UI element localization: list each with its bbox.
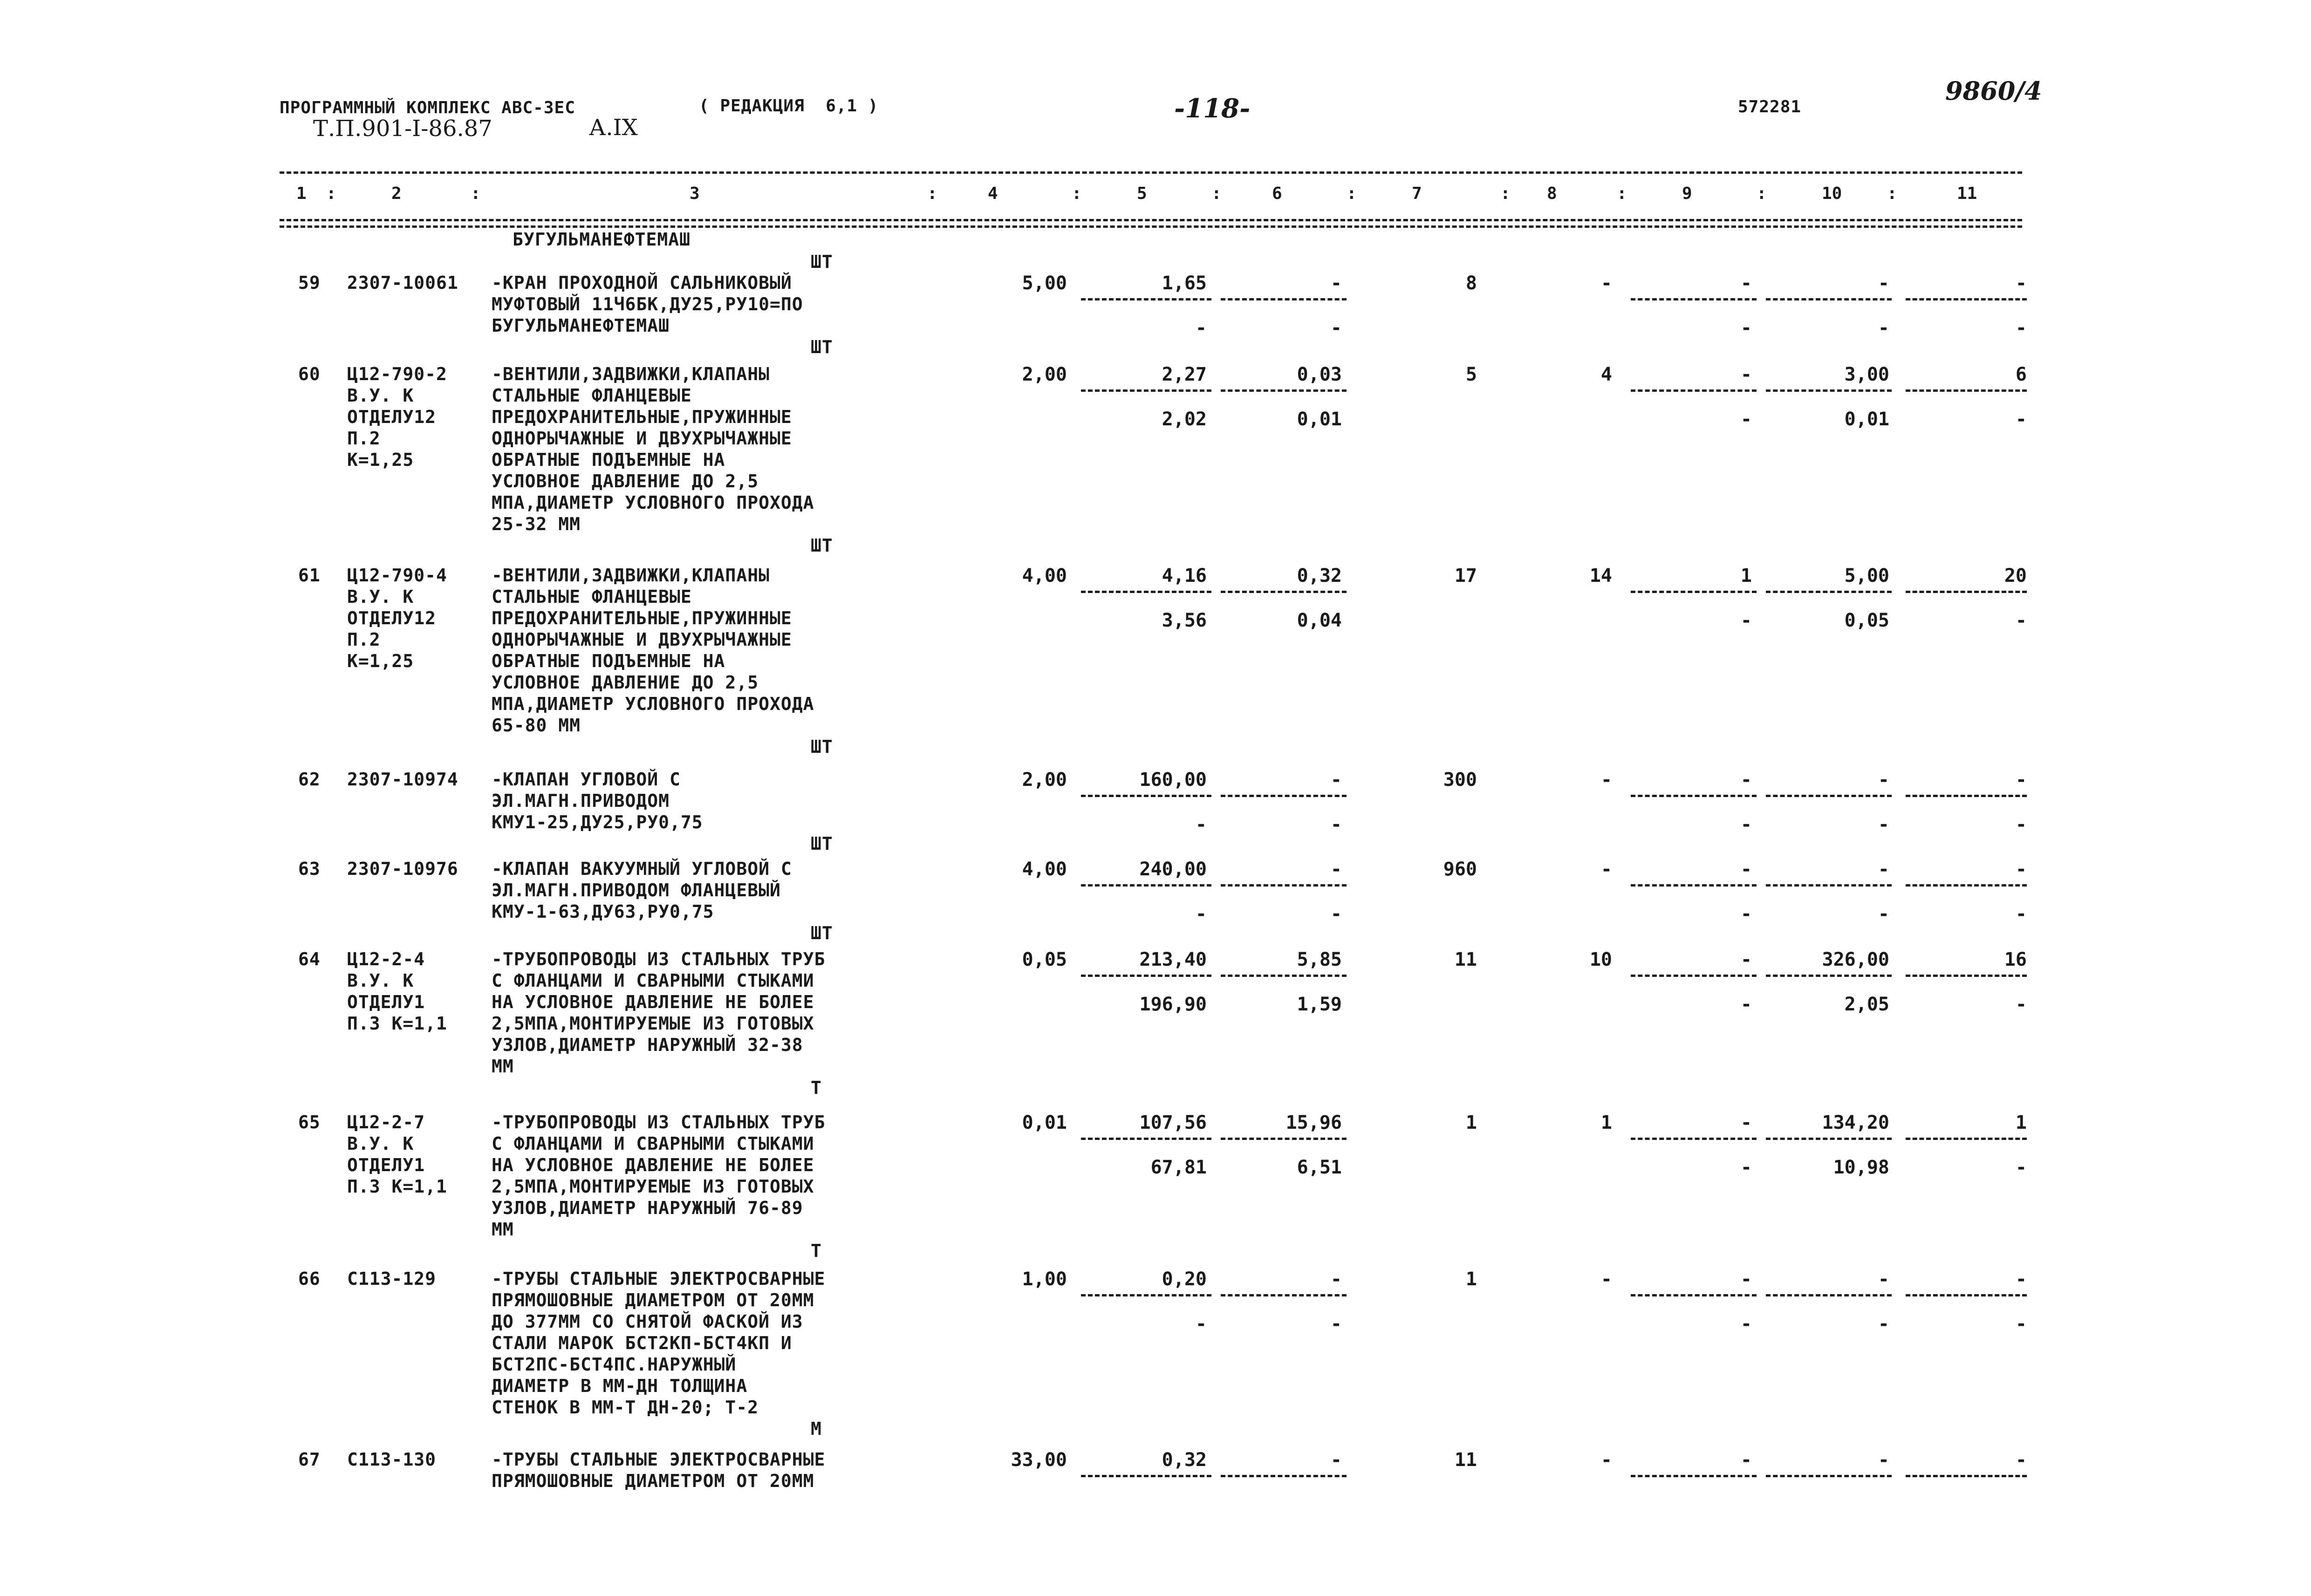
value-c11b-lower: - — [2015, 994, 2027, 1015]
value-c10: - — [1878, 769, 1889, 791]
album-number: А.IX — [589, 115, 638, 141]
value-c10b-lower: 0,01 — [1844, 409, 1889, 430]
split-rule — [1221, 389, 1347, 392]
split-rule — [1081, 389, 1211, 392]
value-c8: - — [1600, 273, 1612, 294]
column-header-2: 2 — [391, 184, 402, 203]
value-c5b-lower: - — [1195, 814, 1207, 835]
split-rule — [1221, 1138, 1347, 1140]
value-c4: 33,00 — [1011, 1449, 1067, 1471]
value-c5: 4,16 — [1162, 565, 1207, 587]
value-c4: 0,01 — [1022, 1112, 1067, 1133]
value-c11: 20 — [2004, 565, 2027, 587]
split-rule — [1081, 298, 1211, 300]
resource-code: ОТДЕЛУ1 — [347, 992, 425, 1012]
row-number: 62 — [298, 769, 321, 790]
column-separator: : — [1887, 184, 1897, 203]
prev-item-tail: БУГУЛЬМАНЕФТЕМАШ — [513, 229, 691, 250]
resource-code: П.2 — [347, 428, 381, 449]
split-rule — [1906, 795, 2027, 797]
split-rule — [1766, 975, 1892, 977]
value-c9b-lower: - — [1740, 903, 1752, 925]
value-c6: 0,32 — [1297, 565, 1342, 587]
split-rule — [1221, 884, 1347, 887]
item-description: -КРАН ПРОХОДНОЙ САЛЬНИКОВЫЙ — [492, 273, 792, 293]
unit-of-measure: ШТ — [811, 337, 833, 357]
column-separator: : — [326, 184, 336, 203]
split-rule — [1906, 975, 2027, 977]
split-rule — [1221, 591, 1347, 593]
value-c11b-lower: - — [2015, 814, 2027, 835]
item-description: КМУ1-25,ДУ25,РУ0,75 — [492, 812, 703, 832]
value-c9b-lower: - — [1740, 814, 1752, 835]
value-c6: - — [1330, 1449, 1342, 1471]
column-header-7: 7 — [1412, 184, 1422, 203]
value-c6b-lower: - — [1330, 814, 1342, 835]
split-rule — [1631, 795, 1757, 797]
item-description: ДО 377ММ СО СНЯТОЙ ФАСКОЙ ИЗ — [492, 1311, 803, 1332]
split-rule — [1221, 298, 1347, 300]
value-c5b-lower: 196,90 — [1139, 994, 1207, 1015]
document-code: 572281 — [1738, 97, 1802, 116]
value-c6: 5,85 — [1297, 949, 1342, 970]
split-rule — [1631, 591, 1757, 593]
row-number: 67 — [298, 1449, 321, 1470]
item-description: ММ — [492, 1219, 514, 1240]
split-rule — [1631, 389, 1757, 392]
value-c7: 1 — [1465, 1269, 1477, 1290]
split-rule — [1906, 389, 2027, 392]
item-description: ПРЯМОШОВНЫЕ ДИАМЕТРОМ ОТ 20ММ — [492, 1290, 814, 1310]
value-c6b-lower: 0,01 — [1297, 409, 1342, 430]
item-description: 2,5МПА,МОНТИРУЕМЫЕ ИЗ ГОТОВЫХ — [492, 1013, 814, 1034]
split-rule — [1766, 795, 1892, 797]
column-header-rule — [280, 219, 2022, 221]
column-separator: : — [1500, 184, 1511, 203]
column-header-9: 9 — [1682, 184, 1692, 203]
split-rule — [1906, 884, 2027, 887]
value-c7: 17 — [1454, 565, 1477, 587]
item-description: 2,5МПА,МОНТИРУЕМЫЕ ИЗ ГОТОВЫХ — [492, 1176, 814, 1197]
value-c11b-lower: - — [2015, 1157, 2027, 1178]
item-description: ОДНОРЫЧАЖНЫЕ И ДВУХРЫЧАЖНЫЕ — [492, 629, 792, 650]
split-rule — [1631, 1138, 1757, 1140]
resource-code: 2307-10976 — [347, 859, 458, 879]
item-description: НА УСЛОВНОЕ ДАВЛЕНИЕ НЕ БОЛЕЕ — [492, 992, 814, 1012]
value-c5: 0,32 — [1162, 1449, 1207, 1471]
item-description: МУФТОВЫЙ 11Ч6БК,ДУ25,РУ10=ПО — [492, 294, 803, 314]
value-c9b-lower: - — [1740, 409, 1752, 430]
item-description: -ТРУБОПРОВОДЫ ИЗ СТАЛЬНЫХ ТРУБ — [492, 949, 826, 969]
column-header-rule-2 — [280, 225, 2022, 228]
unit-of-measure: Т — [811, 1241, 822, 1261]
column-separator: : — [1617, 184, 1627, 203]
value-c10b-lower: 10,98 — [1833, 1157, 1889, 1178]
unit-of-measure: ШТ — [811, 535, 833, 556]
value-c7: 5 — [1465, 364, 1477, 385]
value-c9: - — [1740, 859, 1752, 880]
value-c6: - — [1330, 859, 1342, 880]
value-c7: 1 — [1465, 1112, 1477, 1133]
value-c10: - — [1878, 273, 1889, 294]
item-description: С ФЛАНЦАМИ И СВАРНЫМИ СТЫКАМИ — [492, 1133, 814, 1154]
value-c6: - — [1330, 1269, 1342, 1290]
value-c11: - — [2015, 273, 2027, 294]
value-c6b-lower: 6,51 — [1297, 1157, 1342, 1178]
value-c11: - — [2015, 859, 2027, 880]
split-rule — [1766, 389, 1892, 392]
value-c10b-lower: 2,05 — [1844, 994, 1889, 1015]
value-c9: - — [1740, 1269, 1752, 1290]
item-description: -КЛАПАН УГЛОВОЙ С — [492, 769, 681, 790]
value-c4: 1,00 — [1022, 1269, 1067, 1290]
value-c11b-lower: - — [2015, 317, 2027, 339]
item-description: ПРЯМОШОВНЫЕ ДИАМЕТРОМ ОТ 20ММ — [492, 1471, 814, 1491]
item-description: -ТРУБЫ СТАЛЬНЫЕ ЭЛЕКТРОСВАРНЫЕ — [492, 1269, 826, 1289]
item-description: УСЛОВНОЕ ДАВЛЕНИЕ ДО 2,5 — [492, 471, 759, 491]
split-rule — [1081, 795, 1211, 797]
value-c11: - — [2015, 1269, 2027, 1290]
split-rule — [1766, 591, 1892, 593]
item-description: УЗЛОВ,ДИАМЕТР НАРУЖНЫЙ 76-89 — [492, 1198, 803, 1218]
split-rule — [1906, 1138, 2027, 1140]
value-c8: - — [1600, 769, 1612, 791]
item-description: ДИАМЕТР В ММ-ДН ТОЛЩИНА — [492, 1376, 748, 1396]
value-c5: 240,00 — [1139, 859, 1207, 880]
column-separator: : — [1211, 184, 1222, 203]
row-number: 60 — [298, 364, 321, 384]
split-rule — [1631, 975, 1757, 977]
value-c5b-lower: 67,81 — [1150, 1157, 1207, 1178]
value-c9b-lower: - — [1740, 1157, 1752, 1178]
value-c4: 4,00 — [1022, 859, 1067, 880]
value-c11b-lower: - — [2015, 903, 2027, 925]
resource-code: В.У. К — [347, 1133, 414, 1154]
resource-code: П.2 — [347, 629, 381, 650]
split-rule — [1766, 1294, 1892, 1296]
value-c10b-lower: - — [1878, 903, 1889, 925]
value-c6: 0,03 — [1297, 364, 1342, 385]
split-rule — [1766, 298, 1892, 300]
resource-code: Ц12-2-7 — [347, 1112, 425, 1132]
project-number: Т.П.901-I-86.87 — [313, 116, 492, 142]
unit-of-measure: ШТ — [811, 923, 833, 943]
value-c6: - — [1330, 769, 1342, 791]
split-rule — [1631, 1475, 1757, 1477]
item-description: С ФЛАНЦАМИ И СВАРНЫМИ СТЫКАМИ — [492, 970, 814, 991]
resource-code: 2307-10061 — [347, 273, 458, 293]
split-rule — [1906, 591, 2027, 593]
column-separator: : — [1347, 184, 1357, 203]
prev-item-unit: ШТ — [811, 252, 833, 272]
value-c10: 5,00 — [1844, 565, 1889, 587]
resource-code: С113-129 — [347, 1269, 437, 1289]
value-c7: 300 — [1443, 769, 1477, 791]
item-description: БУГУЛЬМАНЕФТЕМАШ — [492, 315, 670, 336]
column-separator: : — [471, 184, 481, 203]
value-c10: - — [1878, 859, 1889, 880]
column-header-8: 8 — [1547, 184, 1557, 203]
value-c9b-lower: - — [1740, 1313, 1752, 1335]
resource-code: П.3 К=1,1 — [347, 1013, 447, 1034]
item-description: СТАЛИ МАРОК БСТ2КП-БСТ4КП И — [492, 1333, 792, 1353]
value-c10: - — [1878, 1269, 1889, 1290]
unit-of-measure: ШТ — [811, 833, 833, 854]
split-rule — [1081, 1138, 1211, 1140]
value-c4: 2,00 — [1022, 769, 1067, 791]
value-c7: 8 — [1465, 273, 1477, 294]
value-c7: 11 — [1454, 1449, 1477, 1471]
value-c5: 160,00 — [1139, 769, 1207, 791]
archive-number: 9860/4 — [1945, 76, 2042, 106]
value-c5b-lower: - — [1195, 903, 1207, 925]
value-c5b-lower: 3,56 — [1162, 610, 1207, 631]
split-rule — [1081, 884, 1211, 887]
value-c11: 6 — [2015, 364, 2027, 385]
split-rule — [1081, 975, 1211, 977]
item-description: -ВЕНТИЛИ,ЗАДВИЖКИ,КЛАПАНЫ — [492, 364, 770, 384]
item-description: 65-80 ММ — [492, 715, 581, 736]
value-c10b-lower: - — [1878, 317, 1889, 339]
resource-code: ОТДЕЛУ12 — [347, 407, 437, 427]
value-c9: - — [1740, 1112, 1752, 1133]
item-description: СТЕНОК В ММ-Т ДН-20; Т-2 — [492, 1397, 759, 1418]
split-rule — [1766, 884, 1892, 887]
value-c10: - — [1878, 1449, 1889, 1471]
split-rule — [1081, 1294, 1211, 1296]
value-c9: - — [1740, 364, 1752, 385]
item-description: ПРЕДОХРАНИТЕЛЬНЫЕ,ПРУЖИННЫЕ — [492, 407, 792, 427]
column-header-4: 4 — [988, 184, 998, 203]
split-rule — [1631, 1294, 1757, 1296]
value-c8: 10 — [1589, 949, 1612, 970]
resource-code: В.У. К — [347, 385, 414, 406]
split-rule — [1221, 1475, 1347, 1477]
resource-code: 2307-10974 — [347, 769, 458, 790]
value-c9b-lower: - — [1740, 317, 1752, 339]
value-c8: 1 — [1600, 1112, 1612, 1133]
value-c11b-lower: - — [2015, 409, 2027, 430]
column-header-10: 10 — [1822, 184, 1842, 203]
column-separator: : — [1072, 184, 1082, 203]
column-header-3: 3 — [690, 184, 700, 203]
value-c9: - — [1740, 273, 1752, 294]
value-c8: - — [1600, 1449, 1612, 1471]
value-c9: - — [1740, 949, 1752, 970]
split-rule — [1766, 1475, 1892, 1477]
value-c6b-lower: - — [1330, 1313, 1342, 1335]
item-description: ОДНОРЫЧАЖНЫЕ И ДВУХРЫЧАЖНЫЕ — [492, 428, 792, 449]
item-description: ОБРАТНЫЕ ПОДЪЕМНЫЕ НА — [492, 450, 725, 470]
value-c9b-lower: - — [1740, 994, 1752, 1015]
split-rule — [1631, 884, 1757, 887]
row-number: 63 — [298, 859, 321, 879]
row-number: 65 — [298, 1112, 321, 1132]
value-c5b-lower: - — [1195, 317, 1207, 339]
value-c11: 16 — [2004, 949, 2027, 970]
value-c8: - — [1600, 859, 1612, 880]
value-c8: - — [1600, 1269, 1612, 1290]
item-description: УСЛОВНОЕ ДАВЛЕНИЕ ДО 2,5 — [492, 672, 759, 693]
item-description: МПА,ДИАМЕТР УСЛОВНОГО ПРОХОДА — [492, 492, 814, 513]
item-description: -ВЕНТИЛИ,ЗАДВИЖКИ,КЛАПАНЫ — [492, 565, 770, 586]
unit-of-measure: ШТ — [811, 737, 833, 757]
unit-of-measure: М — [811, 1419, 822, 1439]
value-c6b-lower: 1,59 — [1297, 994, 1342, 1015]
value-c4: 0,05 — [1022, 949, 1067, 970]
split-rule — [1081, 591, 1211, 593]
column-header-6: 6 — [1272, 184, 1282, 203]
item-description: СТАЛЬНЫЕ ФЛАНЦЕВЫЕ — [492, 587, 692, 607]
value-c9: - — [1740, 1449, 1752, 1471]
resource-code: К=1,25 — [347, 651, 414, 671]
split-rule — [1081, 1475, 1211, 1477]
resource-code: ОТДЕЛУ1 — [347, 1155, 425, 1175]
split-rule — [1221, 795, 1347, 797]
value-c11b-lower: - — [2015, 1313, 2027, 1335]
resource-code: В.У. К — [347, 970, 414, 991]
value-c4: 2,00 — [1022, 364, 1067, 385]
value-c4: 5,00 — [1022, 273, 1067, 294]
resource-code: Ц12-790-4 — [347, 565, 447, 586]
value-c7: 11 — [1454, 949, 1477, 970]
item-description: ОБРАТНЫЕ ПОДЪЕМНЫЕ НА — [492, 651, 725, 671]
item-description: -КЛАПАН ВАКУУМНЫЙ УГЛОВОЙ С — [492, 859, 792, 879]
value-c8: 14 — [1589, 565, 1612, 587]
item-description: МПА,ДИАМЕТР УСЛОВНОГО ПРОХОДА — [492, 694, 814, 714]
value-c9b-lower: - — [1740, 610, 1752, 631]
column-separator: : — [1757, 184, 1767, 203]
item-description: СТАЛЬНЫЕ ФЛАНЦЕВЫЕ — [492, 385, 692, 406]
column-header-11: 11 — [1957, 184, 1977, 203]
resource-code: С113-130 — [347, 1449, 437, 1470]
edition-label: ( РЕДАКЦИЯ 6,1 ) — [699, 96, 879, 116]
resource-code: К=1,25 — [347, 450, 414, 470]
split-rule — [1766, 1138, 1892, 1140]
item-description: КМУ-1-63,ДУ63,РУ0,75 — [492, 901, 714, 922]
value-c11: - — [2015, 1449, 2027, 1471]
resource-code: В.У. К — [347, 587, 414, 607]
item-description: БСТ2ПС-БСТ4ПС.НАРУЖНЫЙ — [492, 1354, 737, 1375]
column-separator: : — [927, 184, 937, 203]
resource-code: Ц12-2-4 — [347, 949, 425, 969]
column-header-5: 5 — [1137, 184, 1147, 203]
item-description: ЭЛ.МАГН.ПРИВОДОМ — [492, 791, 670, 811]
value-c11b-lower: - — [2015, 610, 2027, 631]
page-number: -118- — [1174, 93, 1251, 124]
unit-of-measure: Т — [811, 1078, 822, 1098]
resource-code: П.3 К=1,1 — [347, 1176, 447, 1197]
value-c6b-lower: - — [1330, 317, 1342, 339]
row-number: 64 — [298, 949, 321, 969]
value-c5: 1,65 — [1162, 273, 1207, 294]
value-c6: - — [1330, 273, 1342, 294]
value-c4: 4,00 — [1022, 565, 1067, 587]
value-c10: 326,00 — [1822, 949, 1889, 970]
split-rule — [1221, 1294, 1347, 1296]
row-number: 66 — [298, 1269, 321, 1289]
value-c10: 3,00 — [1844, 364, 1889, 385]
item-description: 25-32 ММ — [492, 514, 581, 534]
value-c5b-lower: 2,02 — [1162, 409, 1207, 430]
split-rule — [1906, 1475, 2027, 1477]
item-description: ММ — [492, 1056, 514, 1077]
value-c10b-lower: - — [1878, 1313, 1889, 1335]
value-c10b-lower: - — [1878, 814, 1889, 835]
value-c5: 2,27 — [1162, 364, 1207, 385]
value-c5: 0,20 — [1162, 1269, 1207, 1290]
value-c10: 134,20 — [1822, 1112, 1889, 1133]
table-top-rule — [280, 171, 2022, 174]
value-c10b-lower: 0,05 — [1844, 610, 1889, 631]
item-description: НА УСЛОВНОЕ ДАВЛЕНИЕ НЕ БОЛЕЕ — [492, 1155, 814, 1175]
value-c6b-lower: 0,04 — [1297, 610, 1342, 631]
item-description: -ТРУБЫ СТАЛЬНЫЕ ЭЛЕКТРОСВАРНЫЕ — [492, 1449, 826, 1470]
split-rule — [1906, 1294, 2027, 1296]
column-header-1: 1 — [296, 184, 307, 203]
resource-code: Ц12-790-2 — [347, 364, 447, 384]
value-c9: 1 — [1740, 565, 1752, 587]
resource-code: ОТДЕЛУ12 — [347, 608, 437, 628]
item-description: -ТРУБОПРОВОДЫ ИЗ СТАЛЬНЫХ ТРУБ — [492, 1112, 826, 1132]
value-c11: - — [2015, 769, 2027, 791]
split-rule — [1906, 298, 2027, 300]
item-description: ПРЕДОХРАНИТЕЛЬНЫЕ,ПРУЖИННЫЕ — [492, 608, 792, 628]
value-c6: 15,96 — [1285, 1112, 1342, 1133]
value-c7: 960 — [1443, 859, 1477, 880]
value-c5: 213,40 — [1139, 949, 1207, 970]
value-c6b-lower: - — [1330, 903, 1342, 925]
value-c9: - — [1740, 769, 1752, 791]
row-number: 59 — [298, 273, 321, 293]
value-c8: 4 — [1600, 364, 1612, 385]
program-title: ПРОГРАММНЫЙ КОМПЛЕКС АВС-ЗЕС — [280, 98, 575, 117]
value-c5b-lower: - — [1195, 1313, 1207, 1335]
split-rule — [1221, 975, 1347, 977]
item-description: УЗЛОВ,ДИАМЕТР НАРУЖНЫЙ 32-38 — [492, 1035, 803, 1055]
split-rule — [1631, 298, 1757, 300]
value-c11: 1 — [2015, 1112, 2027, 1133]
value-c5: 107,56 — [1139, 1112, 1207, 1133]
item-description: ЭЛ.МАГН.ПРИВОДОМ ФЛАНЦЕВЫЙ — [492, 880, 781, 900]
row-number: 61 — [298, 565, 321, 586]
